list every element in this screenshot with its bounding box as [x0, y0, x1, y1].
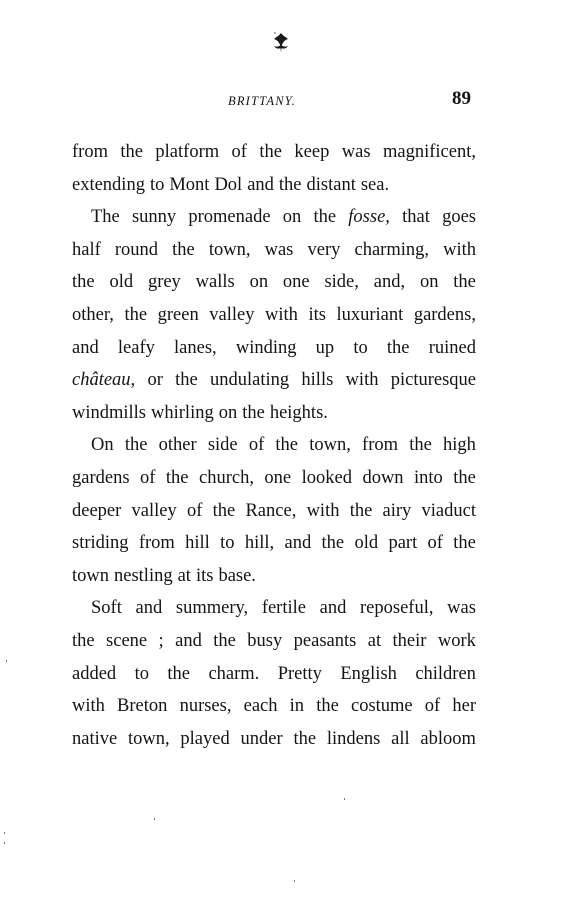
word: of: [248, 435, 265, 456]
word: scene: [106, 630, 148, 651]
word: nestling: [114, 565, 173, 586]
word: Mont: [169, 174, 210, 195]
word: that: [402, 207, 430, 228]
word: keep: [294, 142, 330, 162]
scan-speck: [344, 798, 345, 800]
word: with: [72, 696, 105, 717]
word: from: [138, 533, 175, 554]
word: lanes,: [174, 337, 217, 358]
word: side: [207, 435, 238, 456]
text-line: [72, 462, 476, 495]
paragraph: [72, 201, 476, 429]
word: of: [186, 500, 203, 521]
text-line: [72, 690, 476, 723]
word: base.: [218, 565, 256, 586]
word: Rance,: [245, 500, 297, 521]
word: other: [158, 435, 197, 456]
word: each: [243, 696, 278, 717]
word: at: [177, 565, 191, 586]
text-line: [72, 495, 476, 528]
word: with: [306, 500, 340, 521]
word: and: [72, 337, 99, 358]
word: to: [134, 663, 149, 684]
word: church,: [198, 467, 254, 488]
word: promenade: [188, 207, 271, 228]
word: summery,: [175, 598, 249, 619]
word: On: [91, 435, 114, 456]
word: old: [354, 533, 379, 554]
word: into: [414, 467, 443, 488]
word: was: [264, 239, 294, 260]
word: sunny: [131, 207, 177, 228]
word: from: [362, 435, 398, 456]
word: half: [72, 239, 101, 260]
word: the: [213, 630, 236, 651]
word: the: [124, 435, 148, 456]
word: one: [282, 272, 310, 293]
paragraph: [72, 136, 476, 201]
word: native: [72, 728, 118, 749]
word: the: [259, 142, 282, 162]
word: one: [264, 467, 292, 488]
scan-speck: [294, 880, 295, 882]
word: the: [124, 304, 148, 325]
word: her: [452, 696, 476, 717]
word: the: [453, 272, 476, 293]
word: luxuriant: [336, 304, 404, 325]
text-line: [72, 527, 476, 560]
page-number: 89: [452, 88, 471, 109]
word: gardens,: [413, 304, 476, 325]
word: or: [147, 370, 163, 391]
text-line: [72, 723, 476, 756]
word: town,: [128, 728, 170, 749]
word: in: [289, 696, 305, 717]
word: valley: [131, 500, 177, 521]
text-line: [72, 299, 476, 332]
word: side,: [324, 272, 359, 293]
word: lindens: [326, 728, 381, 749]
word: added: [72, 663, 117, 684]
word: Soft: [91, 598, 122, 619]
word: was: [341, 142, 371, 162]
text-line: [72, 625, 476, 658]
word: the: [453, 533, 476, 554]
word: walls: [195, 272, 235, 293]
word: charming,: [354, 239, 429, 260]
word: and: [135, 598, 163, 619]
text-line: [72, 234, 476, 267]
text-line: [72, 560, 476, 593]
word: heights.: [269, 402, 328, 423]
text-line: [72, 364, 476, 397]
word: the: [316, 696, 339, 717]
word: Pretty: [277, 663, 322, 684]
word: all: [391, 728, 410, 749]
word: of: [427, 533, 443, 554]
word: and: [175, 630, 202, 651]
paragraph: [72, 592, 476, 755]
word: town,: [208, 239, 251, 260]
word: the: [293, 728, 317, 749]
word: leafy: [117, 337, 155, 358]
word: distant: [306, 174, 356, 195]
word: and: [319, 598, 347, 619]
word: town: [72, 565, 109, 586]
word: valley: [209, 304, 255, 325]
word: ;: [158, 630, 164, 651]
word: round: [114, 239, 159, 260]
word: deeper: [72, 500, 122, 521]
word: town,: [309, 435, 351, 456]
word: with: [265, 304, 298, 325]
word: Dol: [214, 174, 243, 195]
scan-speck: [4, 832, 5, 834]
word: from: [72, 142, 108, 162]
word: the: [409, 435, 432, 456]
word: the: [72, 272, 95, 293]
word: Breton: [117, 696, 168, 717]
word: the: [172, 239, 195, 260]
word: sea.: [360, 174, 390, 195]
text-line: [72, 397, 476, 430]
word: the: [72, 630, 95, 651]
word: to: [353, 337, 368, 358]
word: extending: [72, 174, 145, 195]
word: the: [167, 663, 191, 684]
word: the: [453, 467, 476, 488]
word: on: [419, 272, 439, 293]
word: ruined: [428, 337, 476, 358]
word: English: [340, 663, 397, 684]
word: up: [315, 337, 335, 358]
word: its: [308, 304, 326, 325]
text-line: [72, 201, 476, 234]
word: was: [447, 598, 476, 619]
text-line: [72, 429, 476, 462]
text-line: [72, 169, 476, 202]
word: old: [109, 272, 134, 293]
word: striding: [72, 533, 129, 554]
word: to: [220, 533, 235, 554]
word: The: [91, 207, 120, 228]
word: part: [388, 533, 418, 554]
text-line: [72, 332, 476, 365]
word: under: [240, 728, 283, 749]
word: their: [392, 630, 427, 651]
text-line: [72, 658, 476, 691]
word: winding: [235, 337, 297, 358]
word: on: [218, 402, 238, 423]
word: children: [415, 663, 476, 684]
word: the: [165, 467, 189, 488]
word: abloom: [420, 728, 476, 749]
fleuron-icon: [270, 30, 292, 56]
word: the: [242, 402, 265, 423]
word: goes: [442, 207, 476, 228]
word: busy: [247, 630, 283, 651]
word: costume: [350, 696, 413, 717]
word: of: [140, 467, 156, 488]
word: whirling: [151, 402, 214, 423]
word: with: [443, 239, 476, 260]
word: to: [149, 174, 165, 195]
scan-speck: [154, 818, 155, 820]
word: charm.: [208, 663, 260, 684]
word: very: [307, 239, 341, 260]
word: magnificent,: [382, 142, 476, 162]
word: undulating: [210, 370, 290, 391]
paragraph: [72, 429, 476, 592]
word: the: [386, 337, 410, 358]
word: peasants: [293, 630, 357, 651]
word: viaduct: [421, 500, 476, 521]
word: of: [424, 696, 441, 717]
word: the: [275, 435, 299, 456]
word: the: [175, 370, 198, 391]
word: looked: [301, 467, 352, 488]
word: gardens: [72, 467, 130, 488]
word: château,: [72, 370, 136, 391]
word: played: [180, 728, 230, 749]
word: on: [282, 207, 302, 228]
word: grey: [147, 272, 181, 293]
word: the: [212, 500, 236, 521]
word: reposeful,: [360, 598, 434, 619]
word: picturesque: [390, 370, 476, 391]
scan-speck: [4, 842, 5, 844]
word: windmills: [72, 402, 147, 423]
scan-speck: [6, 660, 7, 662]
word: the: [313, 207, 337, 228]
word: fertile: [261, 598, 306, 619]
word: green: [157, 304, 199, 325]
body-text: [72, 136, 476, 755]
word: hill: [185, 533, 210, 554]
word: hills: [301, 370, 334, 391]
word: the: [321, 533, 345, 554]
word: and: [247, 174, 274, 195]
word: high: [442, 435, 476, 456]
running-head: BRITTANY.: [228, 94, 297, 108]
word: other,: [72, 304, 114, 325]
word: with: [345, 370, 379, 391]
word: the: [278, 174, 302, 195]
word: down: [362, 467, 404, 488]
word: the: [349, 500, 373, 521]
text-line: [72, 592, 476, 625]
word: the: [120, 142, 143, 162]
word: airy: [382, 500, 412, 521]
text-line: [72, 266, 476, 299]
text-line: [72, 136, 476, 169]
word: nurses,: [179, 696, 232, 717]
word: work: [437, 630, 476, 651]
word: and,: [373, 272, 406, 293]
word: fosse,: [348, 207, 390, 228]
word: of: [231, 142, 247, 162]
word: its: [195, 565, 214, 586]
word: on: [249, 272, 269, 293]
word: hill,: [244, 533, 275, 554]
word: at: [367, 630, 382, 651]
word: platform: [155, 142, 220, 162]
word: and: [284, 533, 312, 554]
